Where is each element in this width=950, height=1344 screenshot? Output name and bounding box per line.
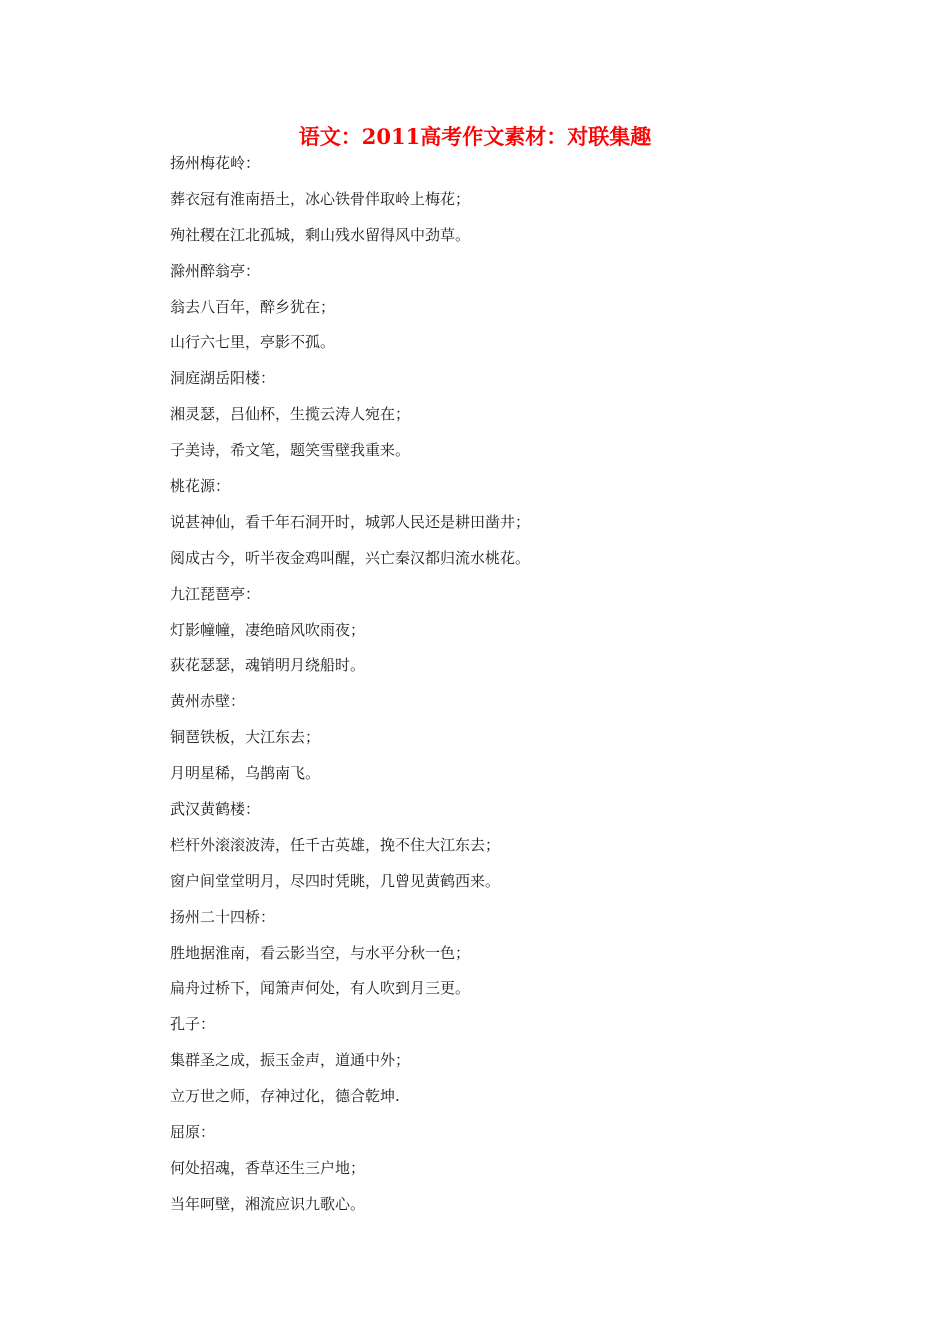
couplet-heading: 扬州梅花岭： [170, 154, 261, 172]
couplet-line: 当年呵壁，湘流应识九歌心。 [170, 1194, 366, 1213]
couplet-heading: 洞庭湖岳阳楼： [170, 369, 276, 388]
couplet-line: 葬衣冠有淮南捂土，冰心铁骨伴取岭上梅花； [170, 189, 471, 208]
document-title: 语文：2011高考作文素材：对联集趣 [298, 124, 652, 149]
couplet-list [170, 146, 810, 1223]
couplet-line: 灯影幢幢，凄绝暗风吹雨夜； [170, 620, 366, 639]
couplet-line: 阅成古今，听半夜金鸡叫醒，兴亡秦汉都归流水桃花。 [170, 548, 531, 567]
couplet-line: 说甚神仙，看千年石洞开时，城郭人民还是耕田凿井； [170, 512, 531, 531]
couplet-heading: 扬州二十四桥： [170, 907, 276, 926]
couplet-line: 栏杆外滚滚波涛，任千古英雄，挽不住大江东去； [170, 835, 501, 854]
couplet-heading: 孔子： [170, 1015, 216, 1034]
couplet-line: 月明星稀，乌鹊南飞。 [170, 764, 321, 783]
couplet-line: 铜琶铁板，大江东去； [170, 728, 321, 747]
couplet-line: 胜地据淮南，看云影当空，与水平分秋一色； [170, 943, 471, 962]
couplet-line: 立万世之师，存神过化，德合乾坤. [170, 1087, 400, 1106]
couplet-heading: 九江琵琶亭： [170, 584, 261, 603]
couplet-heading: 屈原： [170, 1123, 216, 1142]
couplet-heading: 武汉黄鹤楼： [170, 800, 261, 819]
couplet-line: 窗户间堂堂明月，尽四时凭眺，几曾见黄鹤西来。 [170, 871, 501, 890]
couplet-line: 殉社稷在江北孤城，剩山残水留得风中劲草。 [170, 225, 471, 244]
couplet-line: 翁去八百年，醉乡犹在； [170, 297, 336, 316]
couplet-line: 扁舟过桥下，闻箫声何处，有人吹到月三更。 [170, 979, 471, 998]
couplet-heading: 桃花源： [170, 477, 231, 496]
couplet-line: 湘灵瑟，吕仙杯，生揽云涛人宛在； [170, 405, 411, 424]
couplet-line: 集群圣之成，振玉金声，道通中外； [170, 1051, 411, 1070]
couplet-line: 山行六七里，亭影不孤。 [170, 333, 336, 352]
couplet-heading: 黄州赤壁： [170, 692, 246, 711]
couplet-heading: 滁州醉翁亭： [170, 261, 261, 280]
couplet-line: 子美诗，希文笔，题笑雪壁我重来。 [170, 441, 411, 460]
couplet-line: 何处招魂，香草还生三户地； [170, 1158, 366, 1177]
couplet-line: 荻花瑟瑟，魂销明月绕船时。 [170, 656, 366, 675]
